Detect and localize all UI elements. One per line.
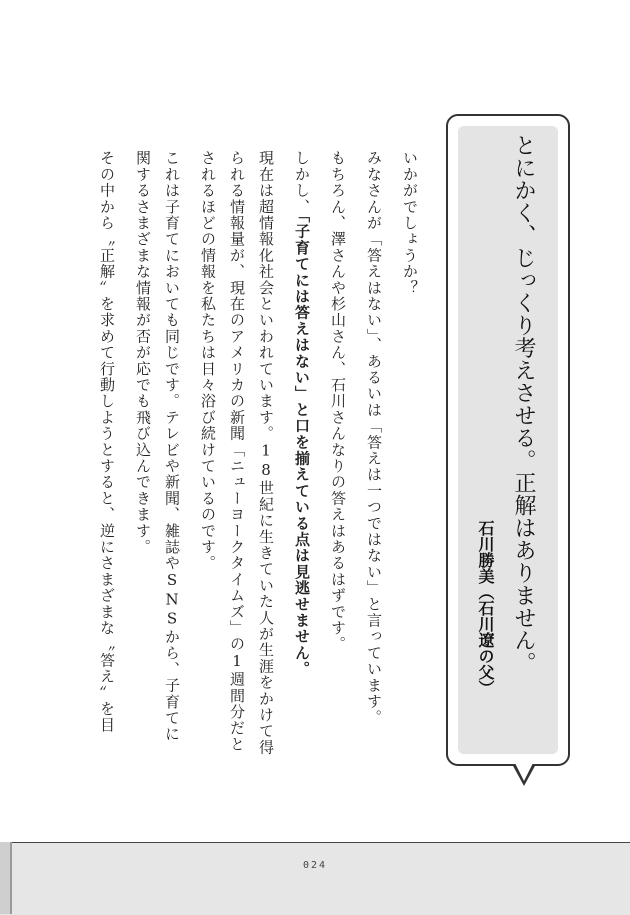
body-column-3: もちろん、澤さんや杉山さん、石川さんなりの答えはあるはずです。 — [329, 150, 347, 653]
body-column-10: その中から〝正解〟を求めて行動しようとすると、逆にさまざまな〝答え〟を目 — [98, 150, 116, 734]
body-column-6: られる情報量が、現在のアメリカの新聞「ニューヨークタイムズ」の1週間分だと — [228, 150, 246, 753]
body-column-4 — [294, 150, 309, 677]
body-column-8: これは子育てにおいても同じです。テレビや新聞、雑誌やSNSから、子育てに — [163, 150, 181, 743]
page-number: 024 — [302, 860, 328, 871]
page-footer — [0, 842, 630, 915]
body-column-5: 現在は超情報化社会といわれています。18世紀に生きていた人が生涯をかけて得 — [257, 150, 275, 756]
speaker-note: （石川遼の父） — [476, 584, 495, 696]
quote-speaker — [474, 520, 497, 696]
emphasized-text: 「子育てには答えはない」と口を揃えている点は見逃せません。 — [293, 214, 311, 678]
quote-text: とにかく、じっくり考えさせる。正解はありません。 — [511, 134, 536, 674]
quote-bubble-tail-fill — [515, 763, 533, 781]
body-column-7: されるほどの情報を私たちは日々浴び続けているのです。 — [199, 150, 217, 572]
body-column-2: みなさんが「答えはない」、あるいは「答えは一つではない」と言っています。 — [365, 150, 383, 726]
body-column-4-lead: しかし、 — [293, 150, 311, 215]
body-column-9: 関するさまざまな情報が否が応でも飛び込んできます。 — [134, 150, 152, 555]
body-column-1: いかがでしょうか？ — [401, 150, 419, 296]
speaker-name: 石川勝美 — [476, 520, 495, 584]
footer-edge-tab — [0, 842, 12, 914]
